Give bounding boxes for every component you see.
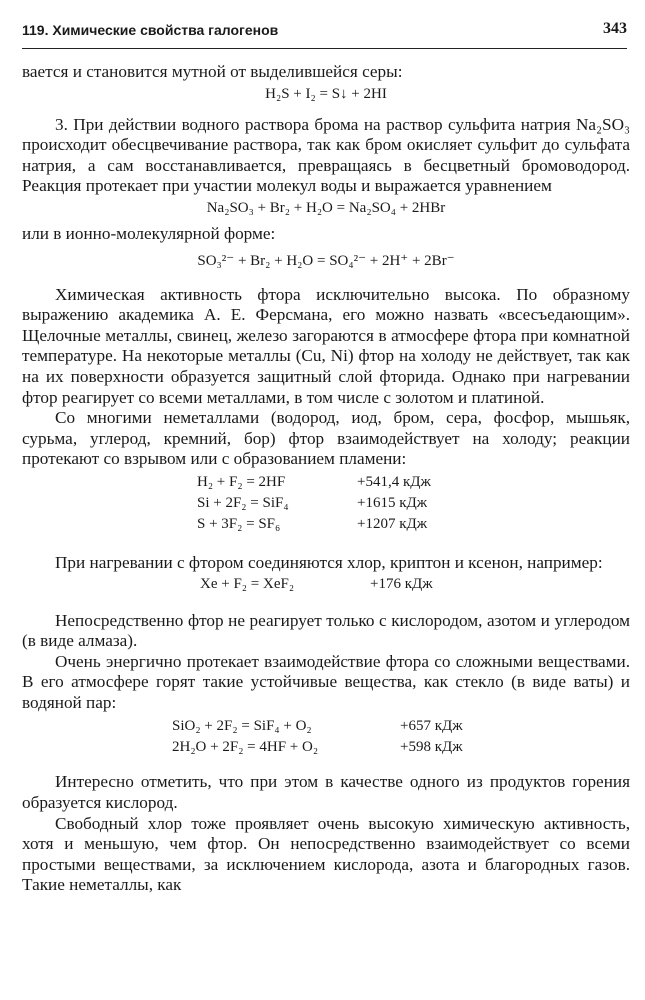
paragraph-1: вается и становится мутной от выделившейся серы:: [22, 62, 403, 81]
paragraph-9: Интересно отметить, что при этом в качестве одного из продуктов горения образуется кислород.: [22, 772, 630, 813]
equation-row: [22, 716, 630, 737]
paragraph-8: Очень энергично протекает взаимодействие фтора со сложными веществами. В его атмосфере горят такие устойчивые вещества, как стекло (в виде ваты) и водяной пар:: [22, 651, 630, 712]
equation-lhs: SiO₂ + 2F₂ = SiF₄ + O₂: [172, 718, 312, 735]
equation-block-complex-substances: [22, 716, 630, 758]
equation-rhs: +1615 кДж: [357, 494, 428, 511]
paragraph-5: Со многими неметаллами (водород, иод, бром, сера, фосфор, мышьяк, сурьма, углерод, кремний, бор) фтор взаимодействует на холоду; реакции протекают со взрывом или с образованием пламени:: [22, 408, 630, 469]
equation-row: [22, 472, 630, 493]
equation-rhs: +657 кДж: [400, 718, 463, 735]
equation-block-fluorine-nonmetals: [22, 472, 630, 535]
equation-row: [22, 514, 630, 535]
equation-rhs: +541,4 кДж: [357, 473, 431, 490]
equation-xenon: [22, 574, 630, 595]
page-number: 343: [603, 20, 627, 37]
equation-lhs: 2H₂O + 2F₂ = 4HF + O₂: [172, 739, 319, 756]
running-header: [22, 18, 627, 49]
equation-lhs: S + 3F₂ = SF₆: [197, 515, 281, 532]
equation-rhs: +598 кДж: [400, 739, 463, 756]
page-body: [22, 62, 630, 896]
equation-1: H₂S + I₂ = S↓ + 2HI: [265, 85, 387, 102]
equation-2: Na₂SO₃ + Br₂ + H₂O = Na₂SO₄ + 2HBr: [206, 199, 446, 216]
equation-row: [22, 493, 630, 514]
section-title: 119. Химические свойства галогенов: [22, 22, 279, 38]
paragraph-3: или в ионно-молекулярной форме:: [22, 223, 276, 243]
paragraph-7: Непосредственно фтор не реагирует только с кислородом, азотом и углеродом (в виде алмаза).: [22, 610, 630, 651]
paragraph-4: Химическая активность фтора исключительно высока. По образному выражению академика А. Е. Ферсмана, его можно назвать «всесъедающим». Щелочные металлы, свинец, железо загораются в атмосфере фтора при комнатной температуре. На некоторые металлы (Cu, Ni) фтор на холоду не действует, так как на их поверхности образуется защитный слой фторида. Однако при нагревании фтор реагирует со всеми металлами, в том числе с золотом и платиной.: [22, 284, 630, 407]
paragraph-2: 3. При действии водного раствора брома на раствор сульфита натрия Na₂SO₃ происходит обесцвечивание раствора, так как бром окисляет сульфит до сульфата натрия, а сам восстанавливается, превращаясь в бесцветный бромоводород. Реакция протекает при участии молекул воды и выражается уравнением: [22, 114, 630, 196]
equation-rhs: +176 кДж: [370, 575, 433, 592]
equation-3: SO₃²⁻ + Br₂ + H₂O = SO₄²⁻ + 2H⁺ + 2Br⁻: [197, 252, 455, 269]
equation-lhs: H₂ + F₂ = 2HF: [197, 473, 286, 490]
paragraph-10: Свободный хлор тоже проявляет очень высокую химическую активность, хотя и меньшую, чем фтор. Он непосредственно взаимодействует со всеми простыми веществами, за исключением кислорода, азота и благородных газов. Такие неметаллы, как: [22, 813, 630, 895]
equation-rhs: +1207 кДж: [357, 515, 428, 532]
equation-row: [22, 737, 630, 758]
equation-lhs: Xe + F₂ = XeF₂: [200, 575, 295, 592]
paragraph-6: При нагревании с фтором соединяются хлор, криптон и ксенон, например:: [55, 552, 603, 572]
equation-lhs: Si + 2F₂ = SiF₄: [197, 494, 289, 511]
